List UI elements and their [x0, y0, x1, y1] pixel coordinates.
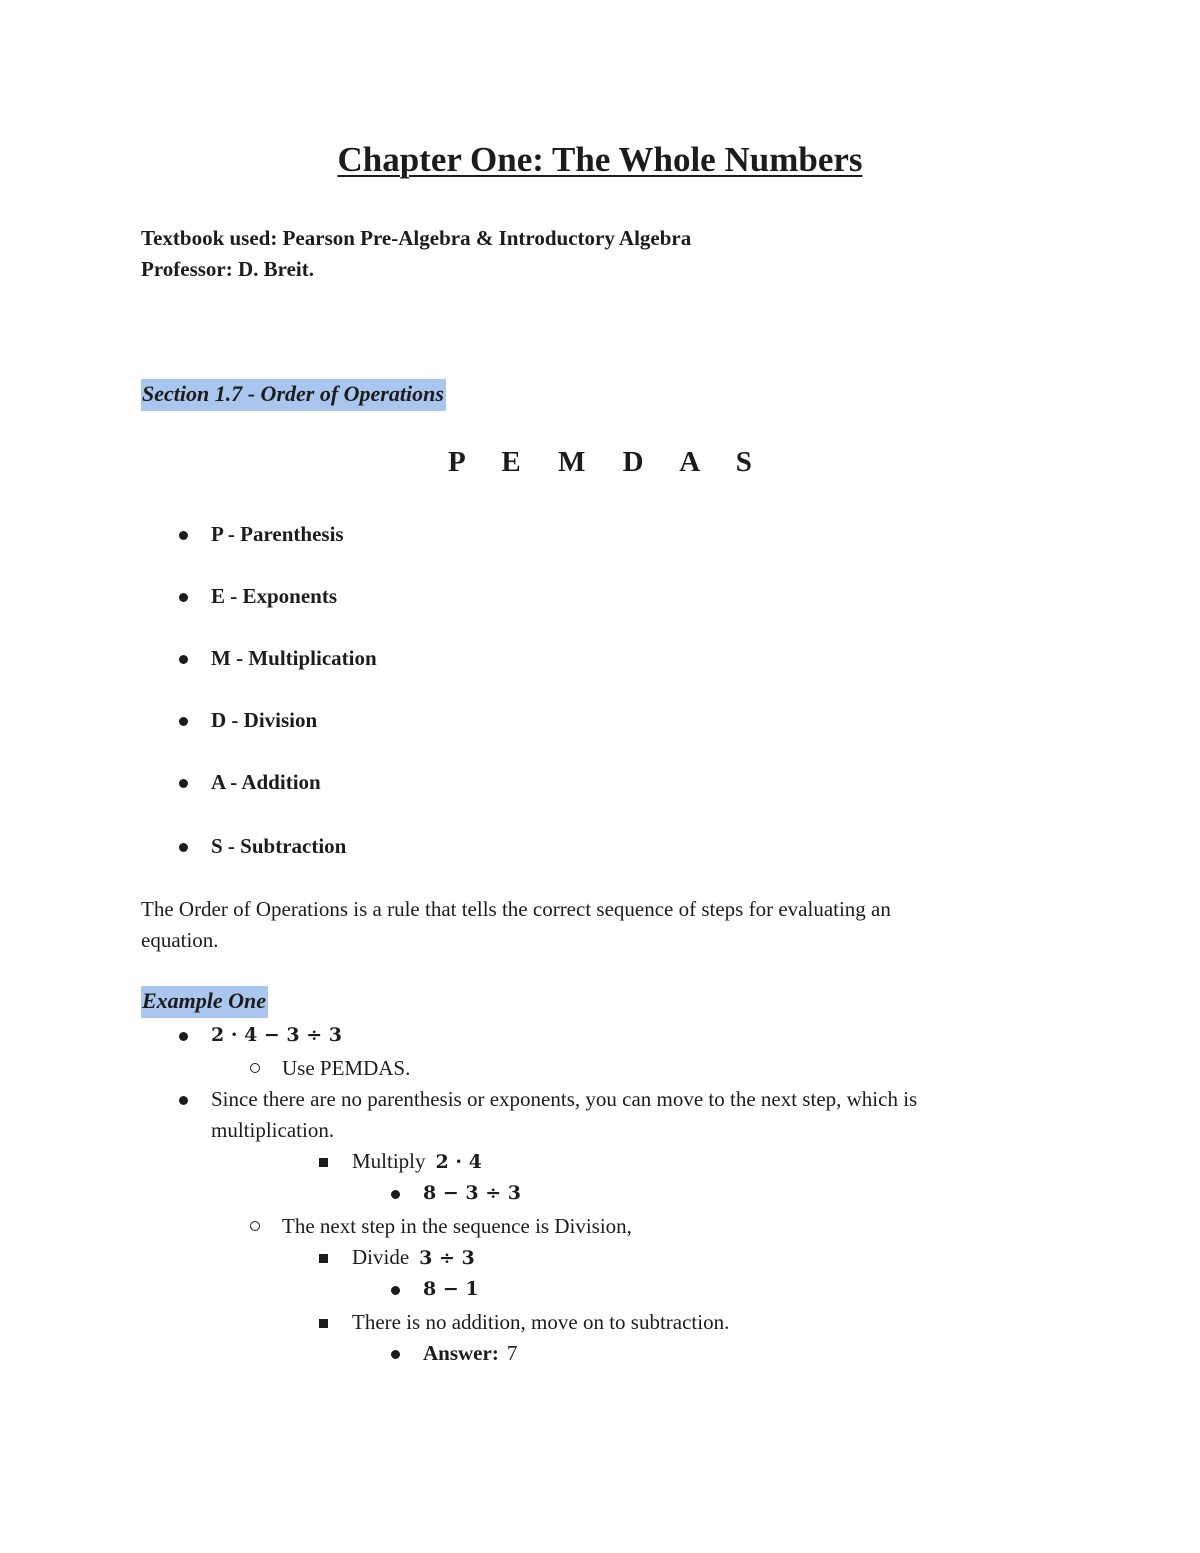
answer-label: Answer: [423, 1341, 499, 1365]
step-division: The next step in the sequence is Division, [282, 1214, 632, 1238]
pemdas-acronym: P E M D A S [448, 446, 767, 478]
professor-line: Professor: D. Breit. [141, 257, 315, 281]
bullet-icon [179, 655, 188, 664]
divide-step [352, 1245, 475, 1270]
step-subtraction: There is no addition, move on to subtraction. [352, 1310, 730, 1334]
example-heading: Example One [141, 986, 268, 1018]
bullet-icon [391, 1350, 400, 1359]
multiply-step [352, 1149, 482, 1174]
bullet-icon [179, 1096, 188, 1105]
square-bullet-icon [319, 1158, 328, 1167]
textbook-line: Textbook used: Pearson Pre-Algebra & Introductory Algebra [141, 226, 692, 250]
list-item: D - Division [211, 708, 318, 732]
list-item: M - Multiplication [211, 646, 377, 670]
list-item: A - Addition [211, 770, 321, 794]
list-item: E - Exponents [211, 584, 338, 608]
section-heading: Section 1.7 - Order of Operations [141, 379, 446, 411]
step-multiplication-line-1: Since there are no parenthesis or exponents, you can move to the next step, which is [211, 1087, 918, 1111]
multiply-label: Multiply [352, 1149, 426, 1173]
bullet-icon [391, 1286, 400, 1295]
circle-bullet-icon [250, 1221, 260, 1231]
divide-label: Divide [352, 1245, 410, 1269]
expression-after-multiply: 8 − 3 ÷ 3 [423, 1182, 521, 1204]
bullet-icon [179, 843, 188, 852]
list-item: P - Parenthesis [211, 522, 344, 546]
bullet-icon [179, 717, 188, 726]
bullet-icon [391, 1190, 400, 1199]
expression-initial: 2 · 4 − 3 ÷ 3 [211, 1024, 343, 1046]
definition-line-1: The Order of Operations is a rule that tells the correct sequence of steps for evaluating an [141, 897, 891, 921]
bullet-icon [179, 1032, 188, 1041]
step-multiplication-line-2: multiplication. [211, 1118, 335, 1142]
bullet-icon [179, 779, 188, 788]
multiply-expression: 2 · 4 [435, 1151, 482, 1173]
square-bullet-icon [319, 1254, 328, 1263]
definition-line-2: equation. [141, 928, 219, 952]
bullet-icon [179, 593, 188, 602]
answer-value: 7 [506, 1341, 518, 1365]
answer-line [423, 1341, 517, 1366]
list-item: S - Subtraction [211, 834, 347, 858]
expression-after-divide: 8 − 1 [423, 1278, 479, 1300]
bullet-icon [179, 531, 188, 540]
step-use-pemdas: Use PEMDAS. [282, 1056, 411, 1080]
divide-expression: 3 ÷ 3 [419, 1247, 475, 1269]
square-bullet-icon [319, 1319, 328, 1328]
circle-bullet-icon [250, 1063, 260, 1073]
page-title: Chapter One: The Whole Numbers [337, 140, 863, 179]
